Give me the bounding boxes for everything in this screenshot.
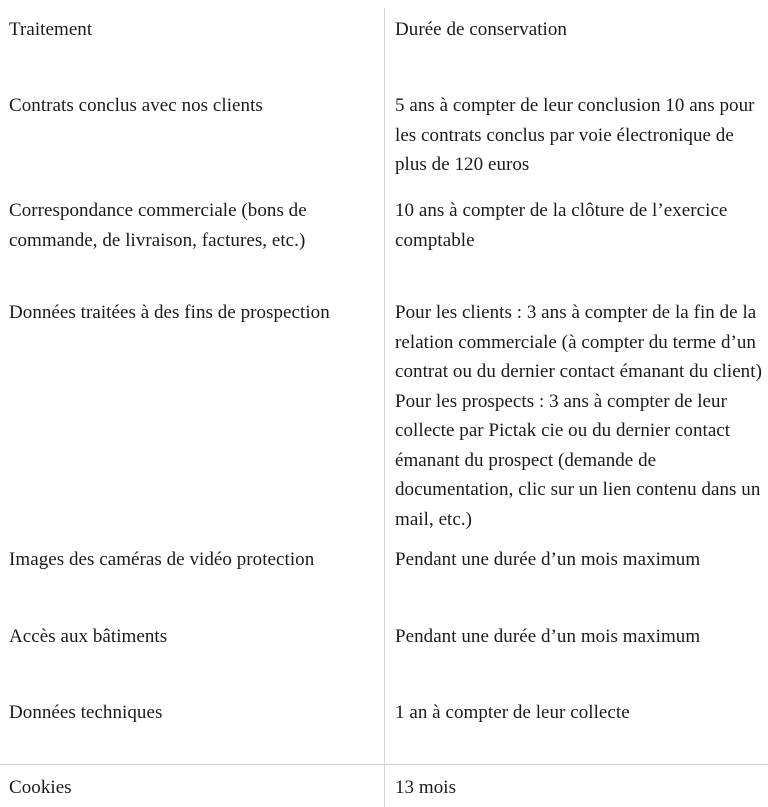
row-retention: Pendant une durée d’un mois maximum [395,549,701,570]
row-treatment: Données traitées à des fins de prospection [9,302,330,323]
row-treatment: Accès aux bâtiments [9,626,168,647]
row-treatment: Cookies [9,777,72,798]
row-treatment: Données techniques [9,702,163,723]
header-retention: Durée de conservation [395,19,567,40]
row-retention: 10 ans à compter de la clôture de l’exercice comptable [395,200,728,251]
header-treatment: Traitement [9,19,93,40]
row-retention: 5 ans à compter de leur conclusion 10 ans pour les contrats conclus par voie électronique de plus de 120 euros [395,95,755,175]
column-divider [384,8,385,807]
row-retention: Pour les clients : 3 ans à compter de la fin de la relation commerciale (à compter du terme d’un contrat ou du dernier contact émanant du client) Pour les prospects : 3 ans à compter de leur collecte par Pictak cie ou du dernier contact émanant du prospect (demande de documentation, clic sur un lien contenu dans un mail, etc.) [395,302,762,530]
row-retention: 1 an à compter de leur collecte [395,702,630,723]
row-retention: Pendant une durée d’un mois maximum [395,626,701,647]
row-retention: 13 mois [395,777,457,798]
row-divider [0,764,768,765]
row-treatment: Images des caméras de vidéo protection [9,549,315,570]
row-treatment: Contrats conclus avec nos clients [9,95,263,116]
row-treatment: Correspondance commerciale (bons de commande, de livraison, factures, etc.) [9,200,307,251]
